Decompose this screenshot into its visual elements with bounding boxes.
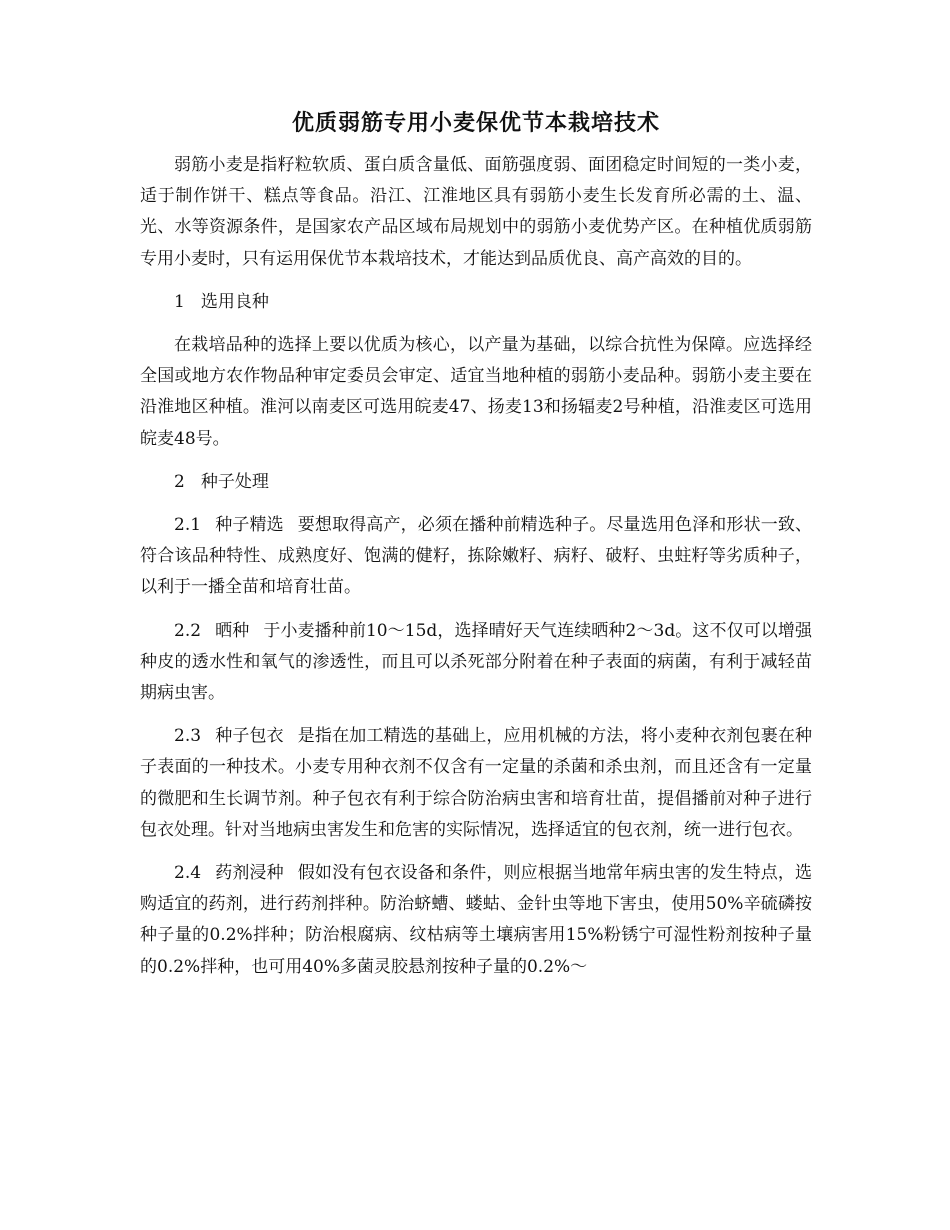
subsection-number: 2.1	[174, 515, 202, 536]
subsection-body: 要想取得高产，必须在播种前精选种子。尽量选用色泽和形状一致、符合该品种特性、成熟度好、饱满的健籽，拣除嫩籽、病籽、破籽、虫蛀籽等劣质种子，以利于一播全苗和培育壮苗。	[140, 515, 813, 598]
section-1-paragraph: 在栽培品种的选择上要以优质为核心，以产量为基础，以综合抗性为保障。应选择经全国或地方农作物品种审定委员会审定、适宜当地种植的弱筋小麦品种。弱筋小麦主要在沿淮地区种植。淮河以南麦区可选用皖麦47、扬麦13和扬辐麦2号种植，沿淮麦区可选用皖麦48号。	[140, 335, 812, 449]
section-title: 种子处理	[200, 471, 269, 492]
subsection-title: 种子精选	[215, 515, 284, 536]
subsection-number: 2.3	[174, 726, 202, 747]
subsection-2-1	[140, 510, 812, 604]
subsection-title: 药剂浸种	[215, 863, 284, 884]
subsection-number: 2.2	[174, 620, 202, 641]
document-page	[140, 108, 812, 995]
subsection-2-2	[140, 616, 812, 710]
section-heading-2	[140, 467, 812, 498]
subsection-body: 于小麦播种前10～15d，选择晴好天气连续晒种2～3d。这不仅可以增强种皮的透水性和氧气的渗透性，而且可以杀死部分附着在种子表面的病菌，有利于减轻苗期病虫害。	[140, 620, 813, 704]
subsection-body: 假如没有包衣设备和条件，则应根据当地常年病虫害的发生特点，选购适宜的药剂，进行药剂拌种。防治蛴螬、蝼蛄、金针虫等地下害虫，使用50%辛硫磷按种子量的0.2%拌种；防治根腐病、纹枯病等土壤病害用15%粉锈宁可湿性粉剂按种子量的0.2%拌种，也可用40%多菌灵胶悬剂按种子量的0.2%～	[140, 863, 813, 977]
section-heading-1	[140, 287, 812, 318]
subsection-2-4	[140, 858, 812, 983]
intro-paragraph: 弱筋小麦是指籽粒软质、蛋白质含量低、面筋强度弱、面团稳定时间短的一类小麦，适于制作饼干、糕点等食品。沿江、江淮地区具有弱筋小麦生长发育所必需的土、温、光、水等资源条件，是国家农产品区域布局规划中的弱筋小麦优势产区。在种植优质弱筋专用小麦时，只有运用保优节本栽培技术，才能达到品质优良、高产高效的目的。	[140, 155, 812, 269]
section-number: 1	[174, 291, 185, 312]
section-title: 选用良种	[200, 291, 269, 312]
subsection-2-3	[140, 721, 812, 846]
document-title: 优质弱筋专用小麦保优节本栽培技术	[291, 110, 660, 136]
subsection-body: 是指在加工精选的基础上，应用机械的方法，将小麦种衣剂包裹在种子表面的一种技术。小麦专用种衣剂不仅含有一定量的杀菌和杀虫剂，而且还含有一定量的微肥和生长调节剂。种子包衣有利于综合防治病虫害和培育壮苗，提倡播前对种子进行包衣处理。针对当地病虫害发生和危害的实际情况，选择适宜的包衣剂，统一进行包衣。	[140, 726, 813, 840]
subsection-number: 2.4	[174, 863, 202, 884]
subsection-title: 晒种	[215, 620, 250, 641]
subsection-title: 种子包衣	[215, 726, 284, 747]
section-number: 2	[174, 471, 185, 492]
